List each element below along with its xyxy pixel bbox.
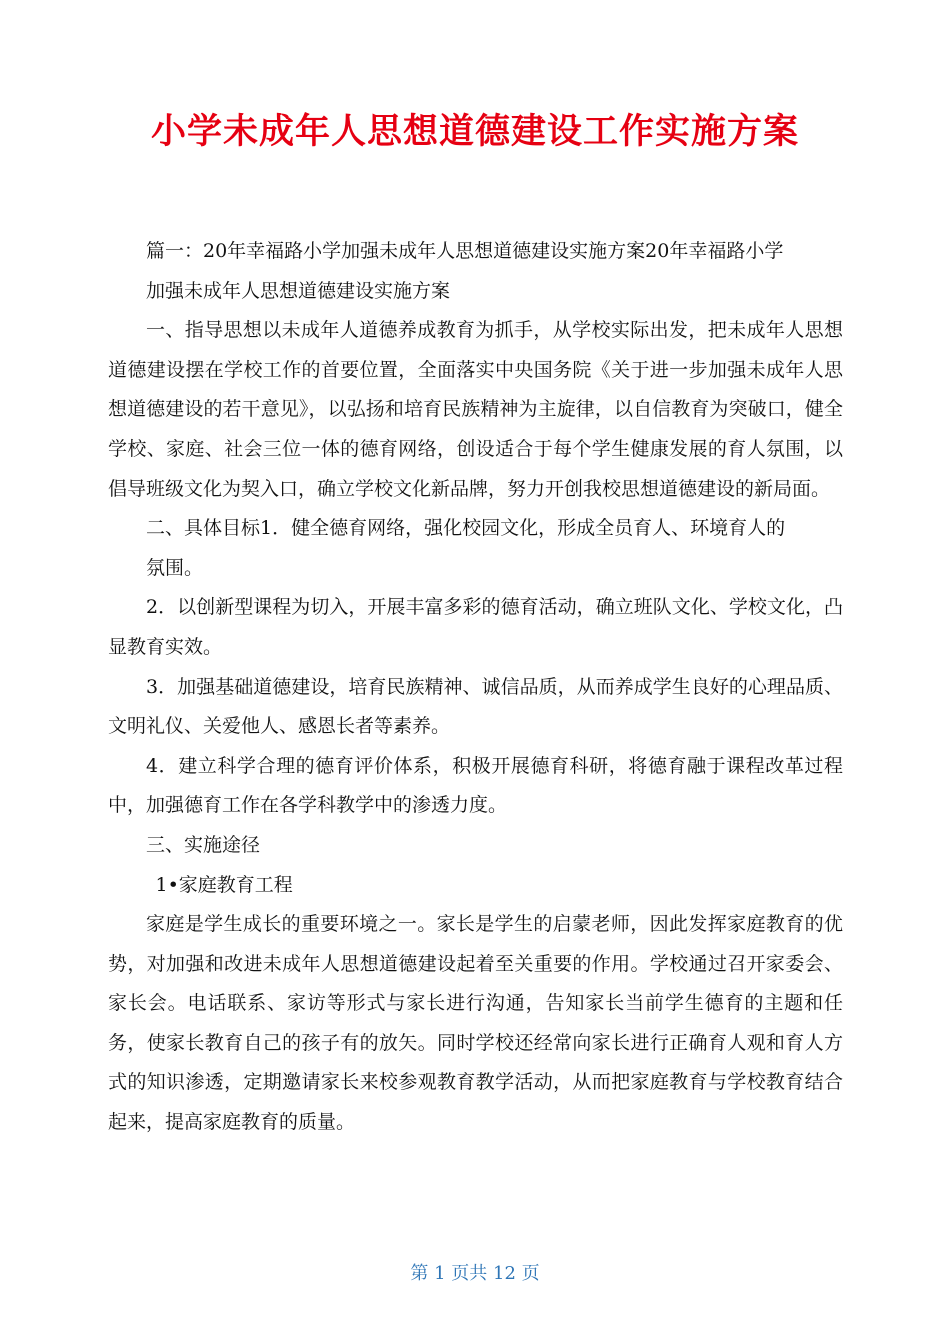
paragraph-guiding-ideology: 一、指导思想以未成年人道德养成教育为抓手，从学校实际出发，把未成年人思想道德建设摆在学校工作的首要位置，全面落实中央国务院《关于进一步加强未成年人思想道德建设的若干意见》，以弘扬和培育民族精神为主旋律，以自信教育为突破口，健全学校、家庭、社会三位一体的德育网络，创设适合于每个学生健康发展的育人氛围，以倡导班级文化为契入口，确立学校文化新品牌，努力开创我校思想道德建设的新局面。 [108,319,843,500]
page-number-footer: 第 1 页共 12 页 [410,1263,540,1284]
subheading-family-education: 1•家庭教育工程 [155,873,293,896]
paragraph-goal-2: 2．以创新型课程为切入，开展丰富多彩的德育活动，确立班队文化、学校文化，凸显教育实效。 [108,596,843,658]
paragraph-family-education: 家庭是学生成长的重要环境之一。家长是学生的启蒙老师，因此发挥家庭教育的优势，对加强和改进未成年人思想道德建设起着至关重要的作用。学校通过召开家委会、家长会。电话联系、家访等形式与家长进行沟通，告知家长当前学生德育的主题和任务，使家长教育自己的孩子有的放矢。同时学校还经常向家长进行正确育人观和育人方式的知识渗透，定期邀请家长来校参观教育教学活动，从而把家庭教育与学校教育结合起来，提高家庭教育的质量。 [108,913,843,1134]
paragraph-specific-goals: 二、具体目标1．健全德育网络，强化校园文化，形成全员育人、环境育人的 [146,517,786,540]
paragraph-intro-line1: 篇一：20年幸福路小学加强未成年人思想道德建设实施方案20年幸福路小学 [146,240,784,262]
paragraph-intro-line2: 加强未成年人思想道德建设实施方案 [146,279,451,302]
document-body [108,232,843,1143]
document-title: 小学未成年人思想道德建设工作实施方案 [150,112,799,152]
paragraph-specific-goals-cont: 氛围。 [146,556,204,579]
paragraph-goal-4: 4．建立科学合理的德育评价体系，积极开展德育科研，将德育融于课程改革过程中，加强德育工作在各学科教学中的渗透力度。 [108,754,843,817]
section-heading-implementation: 三、实施途径 [146,833,261,856]
paragraph-goal-3: 3．加强基础道德建设，培育民族精神、诚信品质，从而养成学生良好的心理品质、文明礼仪、关爱他人、感恩长者等素养。 [108,675,843,738]
